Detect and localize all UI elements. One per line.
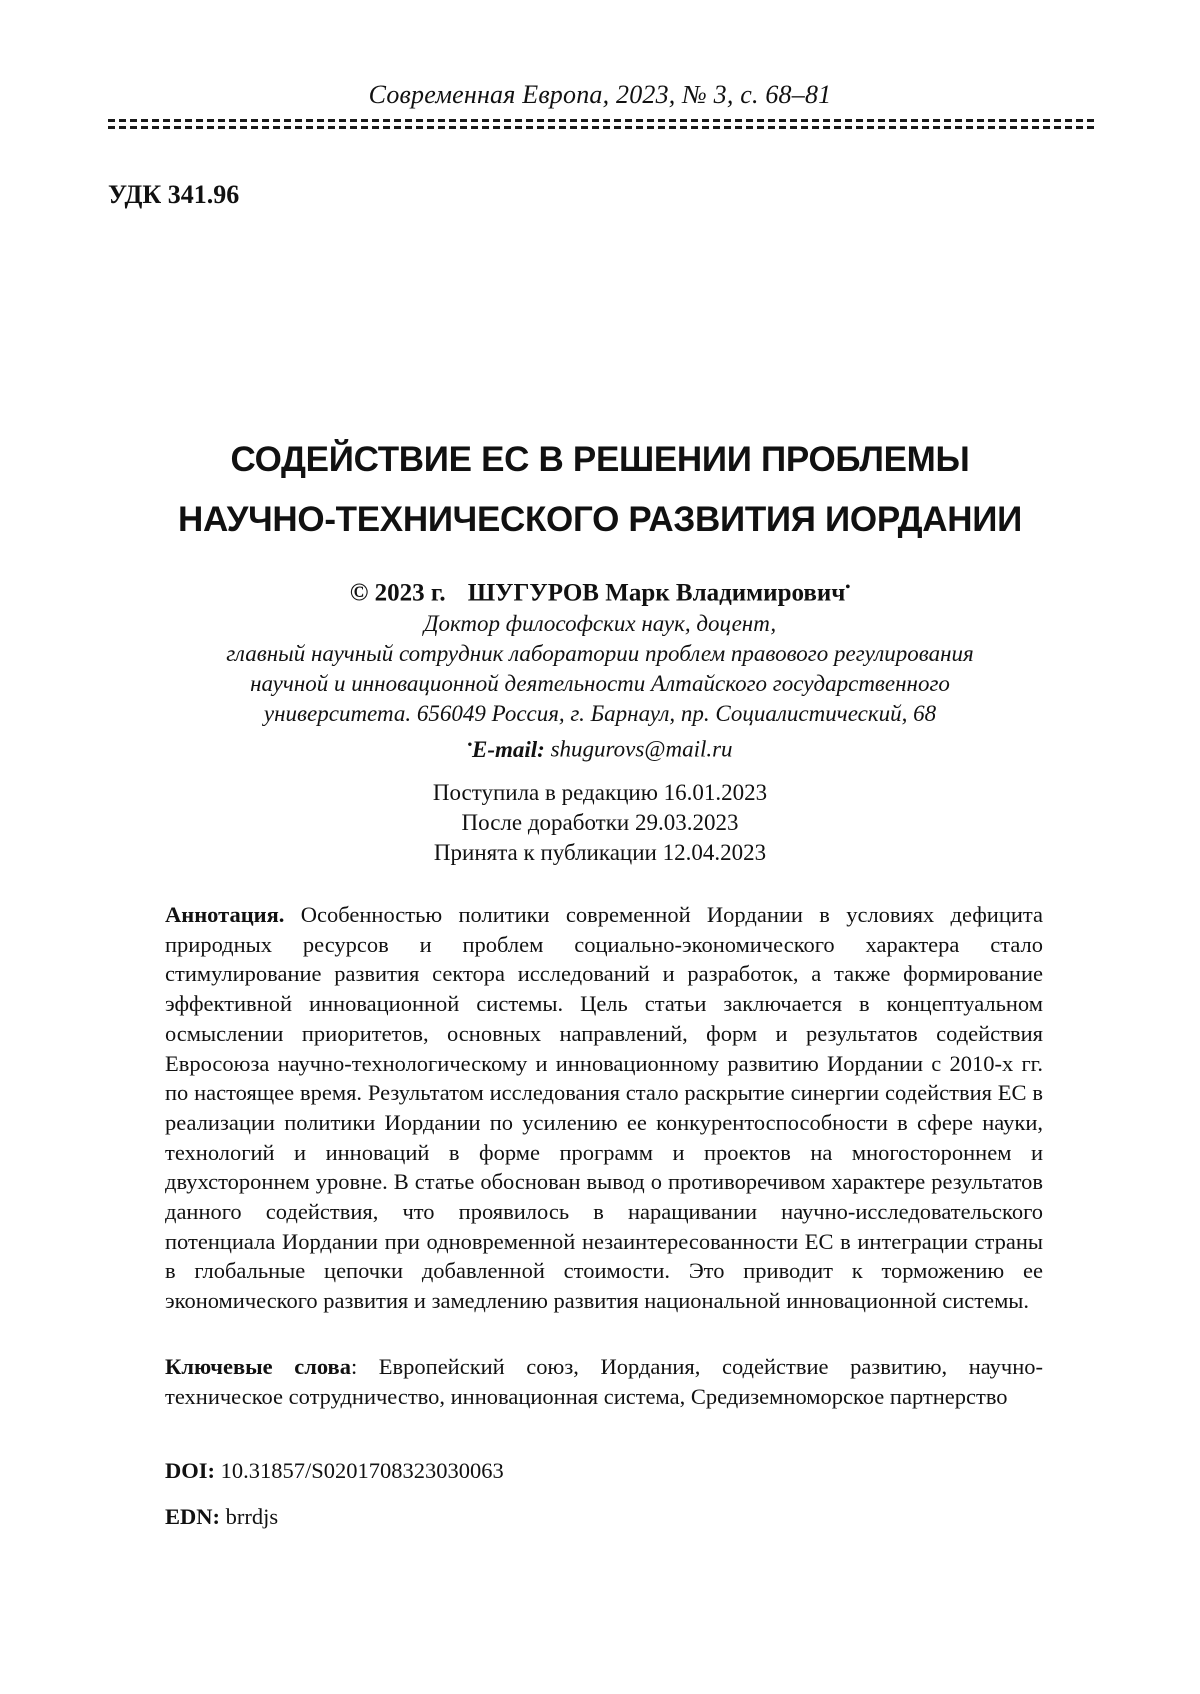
running-head: Современная Европа, 2023, № 3, с. 68–81 <box>368 80 832 109</box>
submission-dates <box>0 778 1200 868</box>
header-divider <box>108 118 1096 130</box>
abstract-text: Особенностью политики современной Иордании в условиях дефицита природных ресурсов и проблем социально-экономического характера стало стимулирование развития сектора исследований и разработок, а также формирование эффективной инновационной системы. Цель статьи заключается в концептуальном осмыслении приоритетов, основных направлений, форм и результатов содействия Евросоюза научно-технологическому и инновационному развитию Иордании с 2010-х гг. по настоящее время. Результатом исследования стало раскрытие синергии содействия ЕС в реализации политики Иордании по усилению ее конкурентоспособности в сфере науки, технологий и инноваций в форме программ и проектов на многостороннем и двухстороннем уровне. В статье обоснован вывод о противоречивом характере результатов данного содействия, что проявилось в наращивании научно-исследовательского потенциала Иордании при одновременной незаинтересованности ЕС в интеграции страны в глобальные цепочки добавленной стоимости. Это приводит к торможению ее экономического развития и замедлению развития национальной инновационной системы. <box>165 902 1044 1314</box>
copyright-year: © 2023 г. <box>349 579 446 607</box>
date-accepted: Принята к публикации 12.04.2023 <box>433 840 767 865</box>
keywords <box>165 1352 1043 1411</box>
author-block <box>0 572 1200 765</box>
edn <box>165 1504 278 1530</box>
doi <box>165 1458 504 1484</box>
udk-code: УДК 341.96 <box>108 180 240 209</box>
keywords-text: : Европейский союз, Иордания, содействие развитию, научно-техническое сотрудничество, инновационная система, Средиземноморское партнерство <box>165 1354 1044 1409</box>
abstract <box>165 900 1043 1316</box>
edn-label: EDN: <box>165 1504 220 1529</box>
email-address[interactable]: shugurovs@mail.ru <box>550 736 733 762</box>
date-revised: После доработки 29.03.2023 <box>461 810 739 835</box>
keywords-label: Ключевые слова <box>165 1354 351 1379</box>
email-marker: • <box>467 736 472 752</box>
affiliation-line-3: научной и инновационной деятельности Алтайского государственного <box>250 671 950 697</box>
doi-label: DOI: <box>165 1458 215 1483</box>
email-line <box>0 729 1200 765</box>
affiliation-line-4: университета. 656049 Россия, г. Барнаул, пр. Социалистический, 68 <box>263 701 937 727</box>
author-name: ШУГУРОВ Марк Владимирович <box>467 579 846 607</box>
author-line <box>0 572 1200 609</box>
affiliation-line-2: главный научный сотрудник лаборатории проблем правового регулирования <box>226 641 974 667</box>
date-received: Поступила в редакцию 16.01.2023 <box>432 780 768 805</box>
email-label: •E-mail: <box>467 736 545 762</box>
doi-value[interactable]: 10.31857/S0201708323030063 <box>220 1458 504 1483</box>
author-marker: • <box>845 580 851 595</box>
article-title <box>0 430 1200 550</box>
title-line-2: НАУЧНО-ТЕХНИЧЕСКОГО РАЗВИТИЯ ИОРДАНИИ <box>178 500 1022 539</box>
edn-value: brrdjs <box>225 1504 279 1529</box>
abstract-label: Аннотация. <box>165 902 285 927</box>
affiliation-line-1: Доктор философских наук, доцент, <box>423 611 777 637</box>
title-line-1: СОДЕЙСТВИЕ ЕС В РЕШЕНИИ ПРОБЛЕМЫ <box>230 440 970 479</box>
